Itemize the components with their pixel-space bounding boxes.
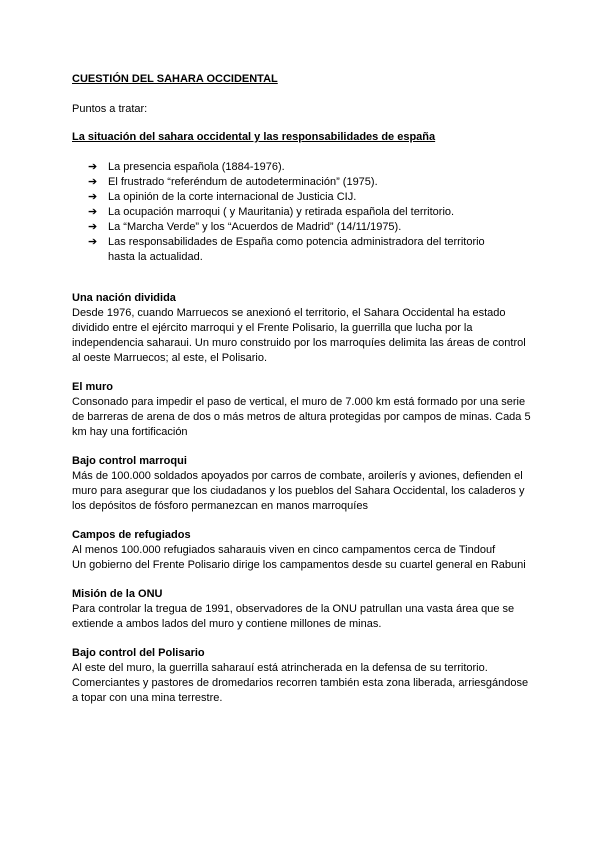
arrow-right-icon: ➔ [88, 161, 98, 173]
document-subtitle: La situación del sahara occidental y las responsabilidades de españa [72, 131, 436, 143]
list-item-text: Las responsabilidades de España como potencia administradora del territorio hasta la actualidad. [108, 236, 485, 263]
section-body: Al este del muro, la guerrilla saharauí está atrincherada en la defensa de su territorio. Comerciantes y pastores de dromedarios recorren también esta zona liberada, arriesgándose a topar con una mina terrestre. [72, 662, 529, 704]
document-title: CUESTIÓN DEL SAHARA OCCIDENTAL [72, 73, 278, 85]
section-body: Para controlar la tregua de 1991, observadores de la ONU patrullan una vasta área que se extiende a ambos lados del muro y contiene millones de minas. [72, 603, 515, 630]
list-item [88, 190, 508, 205]
section-control-polisario [72, 646, 532, 706]
section-heading: Bajo control del Polisario [72, 647, 205, 659]
list-item [88, 175, 508, 190]
list-item [88, 220, 508, 235]
section-heading: El muro [72, 381, 113, 393]
arrow-right-icon: ➔ [88, 191, 98, 203]
arrow-right-icon: ➔ [88, 176, 98, 188]
section-campos-refugiados [72, 528, 532, 573]
section-body: Más de 100.000 soldados apoyados por carros de combate, aroilerís y aviones, defienden el muro para asegurar que los ciudadanos y los pueblos del Sahara Occidental, los caladeros y los depósitos de fósforo permanezcan en manos marroquíes [72, 470, 525, 512]
section-heading: Misión de la ONU [72, 588, 163, 600]
list-item-text: La ocupación marroqui ( y Mauritania) y retirada española del territorio. [108, 206, 455, 218]
list-item [88, 160, 508, 175]
intro-text: Puntos a tratar: [72, 103, 148, 115]
sections [72, 291, 532, 720]
list-item [88, 235, 508, 265]
section-heading: Una nación dividida [72, 292, 176, 304]
list-item [88, 205, 508, 220]
arrow-right-icon: ➔ [88, 206, 98, 218]
section-nacion-dividida [72, 291, 532, 366]
section-body: Consonado para impedir el paso de vertical, el muro de 7.000 km está formado por una serie de barreras de arena de dos o más metros de altura protegidas por campos de minas. Cada 5 km hay una fortificación [72, 396, 531, 438]
list-item-text: La “Marcha Verde” y los “Acuerdos de Madrid” (14/11/1975). [108, 221, 402, 233]
arrow-right-icon: ➔ [88, 236, 98, 248]
topics-list [88, 160, 508, 265]
section-body: Al menos 100.000 refugiados saharauis viven en cinco campamentos cerca de Tindouf Un gobierno del Frente Polisario dirige los campamentos desde su cuartel general en Rabuni [72, 544, 526, 571]
arrow-right-icon: ➔ [88, 221, 98, 233]
list-item-text: La opinión de la corte internacional de Justicia CIJ. [108, 191, 357, 203]
list-item-text: La presencia española (1884-1976). [108, 161, 285, 173]
section-mision-onu [72, 587, 532, 632]
list-item-text: El frustrado “referéndum de autodeterminación” (1975). [108, 176, 378, 188]
section-heading: Bajo control marroqui [72, 455, 187, 467]
section-control-marroqui [72, 454, 532, 514]
section-el-muro [72, 380, 532, 440]
section-heading: Campos de refugiados [72, 529, 191, 541]
section-body: Desde 1976, cuando Marruecos se anexionó el territorio, el Sahara Occidental ha estado dividido entre el ejército marroqui y el Frente Polisario, la guerrilla que lucha por la independencia saharaui. Un muro construido por los marroquíes delimita las áreas de control al oeste Marruecos; al este, el Polisario. [72, 307, 526, 364]
